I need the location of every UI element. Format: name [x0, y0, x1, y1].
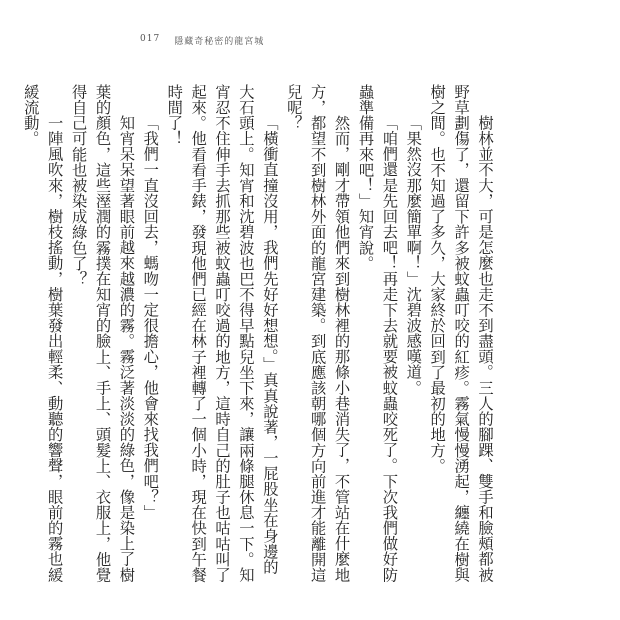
vertical-text-column — [21, 84, 496, 586]
paragraph: 「我們一直沒回去，螞吻一定很擔心，他會來找我們吧？」 — [141, 114, 160, 520]
page-number: 017 — [140, 34, 161, 44]
paragraph: 樹林並不大，可是怎麼也走不到盡頭。三人的腳踝、雙手和臉頰都被野草劃傷了，還留下許多被蚊蟲叮咬的紅疹。霧氣慢慢湧起，纏繞在樹與樹之間。也不知過了多久，大家終於回到了最初的地方。 — [428, 84, 494, 583]
page-body — [21, 84, 496, 586]
paragraph: 一陣風吹來，樹枝搖動，樹葉發出輕柔、動聽的響聲，眼前的霧也緩緩流動。 — [21, 84, 64, 582]
paragraph: 「果然沒那麼簡單啊！」沈碧波感嘆道。 — [404, 114, 423, 396]
paragraph: 知宵呆呆望著眼前越來越濃的霧。霧泛著淡淡的綠色，像是染上了樹葉的顏色，這些溼潤的霧撲在知宵的臉上、手上、頭髮上、衣服上，他覺得自己可能也被染成綠色了？ — [69, 84, 136, 583]
paragraph: 然而，剛才帶領他們來到樹林裡的那條小巷消失了，不管站在什麼地方，都望不到樹林外面的龍宮建築。到底應該朝哪個方向前進才能離開這兒呢？ — [284, 84, 351, 583]
paragraph: 「橫衝直撞沒用，我們先好好想想。」真真說著，一屁股坐在身邊的大石頭上。知宵和沈碧波也巴不得早點兒坐下來，讓兩條腿休息一下。知宵忍不住伸手去抓那些被蚊蟲叮咬過的地方，這時自己的肚子也咕咕叫了起來。他看看手錶，發現他們已經在林子裡轉了一個小時，現在快到午餐時間了！ — [165, 84, 279, 583]
running-header — [140, 34, 264, 47]
paragraph: 「咱們還是先回去吧！再走下去就要被蚊蟲咬死了。下次我們做好防蟲準備再來吧！」知宵說。 — [356, 84, 399, 582]
book-title: 隱藏奇秘密的龍宮城 — [174, 37, 265, 47]
